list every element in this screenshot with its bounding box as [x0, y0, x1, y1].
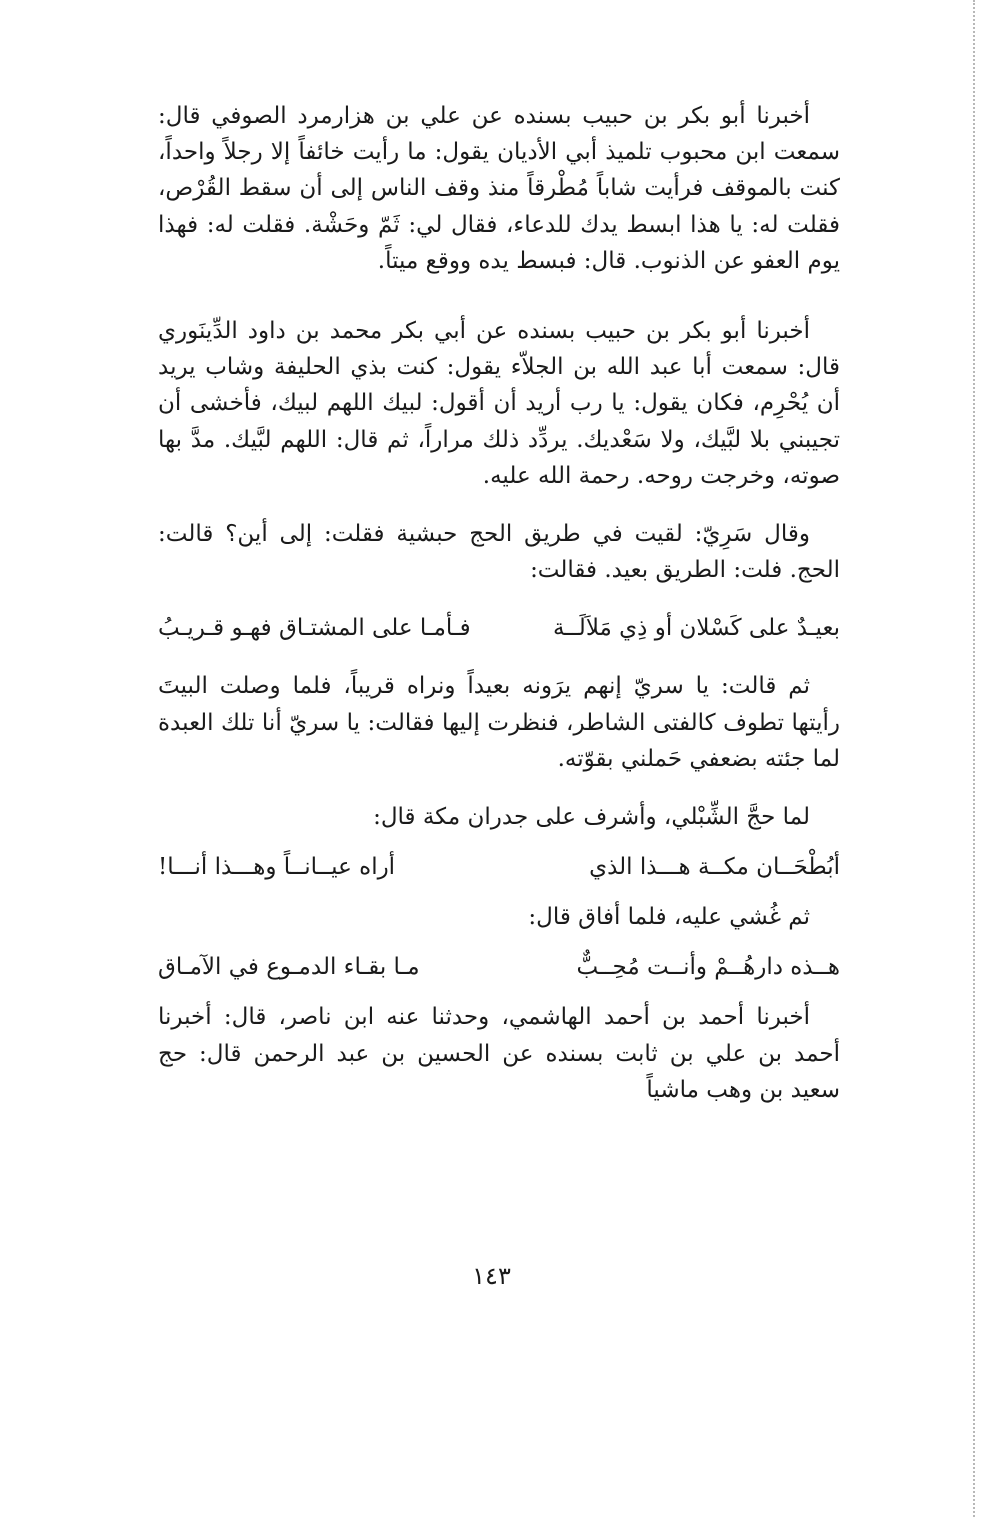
verse-1-first-hemistich: بعيـدٌ على كَسْلان أو ذِي مَلاَلَــة: [553, 615, 840, 642]
verse-3-first-hemistich: هــذه دارهُــمْ وأنــت مُحِــبٌّ: [576, 954, 840, 981]
verse-1-second-hemistich: فـأمـا على المشتـاق فهـو قـريـبُ: [158, 615, 471, 642]
verse-2-second-hemistich: أراه عيــانــاً وهـــذا أنـــا!: [158, 854, 396, 881]
verse-line-3: [158, 949, 840, 985]
paragraph-shibli-faint: ثم غُشي عليه، فلما أفاق قال:: [528, 904, 810, 931]
page-number: ١٤٣: [472, 1262, 511, 1290]
paragraph-shibli-hajj: لما حجَّ الشِّبْلي، وأشرف على جدران مكة قال:: [373, 804, 810, 831]
verse-2-first-hemistich: أبُطْحَــان مكــة هـــذا الذي: [589, 854, 840, 881]
paragraph-hashimi: أخبرنا أحمد بن أحمد الهاشمي، وحدثنا عنه ابن ناصر، قال: أخبرنا أحمد بن علي بن ثابت بسنده عن الحسين بن عبد الرحمن قال: حج سعيد بن وهب ماشياً: [158, 1004, 840, 1103]
paragraph-ibn-mahbub: أخبرنا أبو بكر بن حبيب بسنده عن علي بن هزارمرد الصوفي قال: سمعت ابن محبوب تلميذ أبي الأديان يقول: ما رأيت خائفاً إلا رجلاً واحداً، كنت بالموقف فرأيت شاباً مُطْرقاً منذ وقف الناس إلى أن سقط القُرْص، فقلت له: يا هذا ابسط يدك للدعاء، فقال لي: ثَمّ وحَشْة. فقلت له: فهذا يوم العفو عن الذنوب. قال: فبسط يده ووقع ميتاً.: [158, 103, 840, 274]
verse-3-second-hemistich: مـا بقـاء الدمـوع في الآمـاق: [158, 954, 420, 981]
paragraph-ibn-jalla: أخبرنا أبو بكر بن حبيب بسنده عن أبي بكر محمد بن داود الدِّينَوري قال: سمعت أبا عبد الله بن الجلاّء يقول: كنت بذي الحليفة وشاب يريد أن يُحْرِم، فكان يقول: يا رب أريد أن أقول: لبيك اللهم لبيك، فأخشى أن تجيبني بلا لبَّيك، ولا سَعْديك. يردِّد ذلك مراراً، ثم قال: اللهم لبَّيك. مدَّ بها صوته، وخرجت روحه. رحمة الله عليه.: [158, 318, 840, 489]
paragraph-sari-intro: وقال سَرِيّ: لقيت في طريق الحج حبشية فقلت: إلى أين؟ قالت: الحج. فلت: الطريق بعيد. فقالت:: [158, 521, 840, 584]
page-body: [158, 98, 840, 1108]
paragraph-sari-story: ثم قالت: يا سريّ إنهم يرَونه بعيداً ونراه قريباً، فلما وصلت البيتَ رأيتها تطوف كالفتى الشاطر، فنظرت إليها فقالت: يا سريّ أنا تلك العبدة لما جئته بضعفي حَملني بقوّته.: [158, 673, 840, 772]
verse-line-1: [158, 610, 840, 646]
verse-line-2: [158, 849, 840, 885]
